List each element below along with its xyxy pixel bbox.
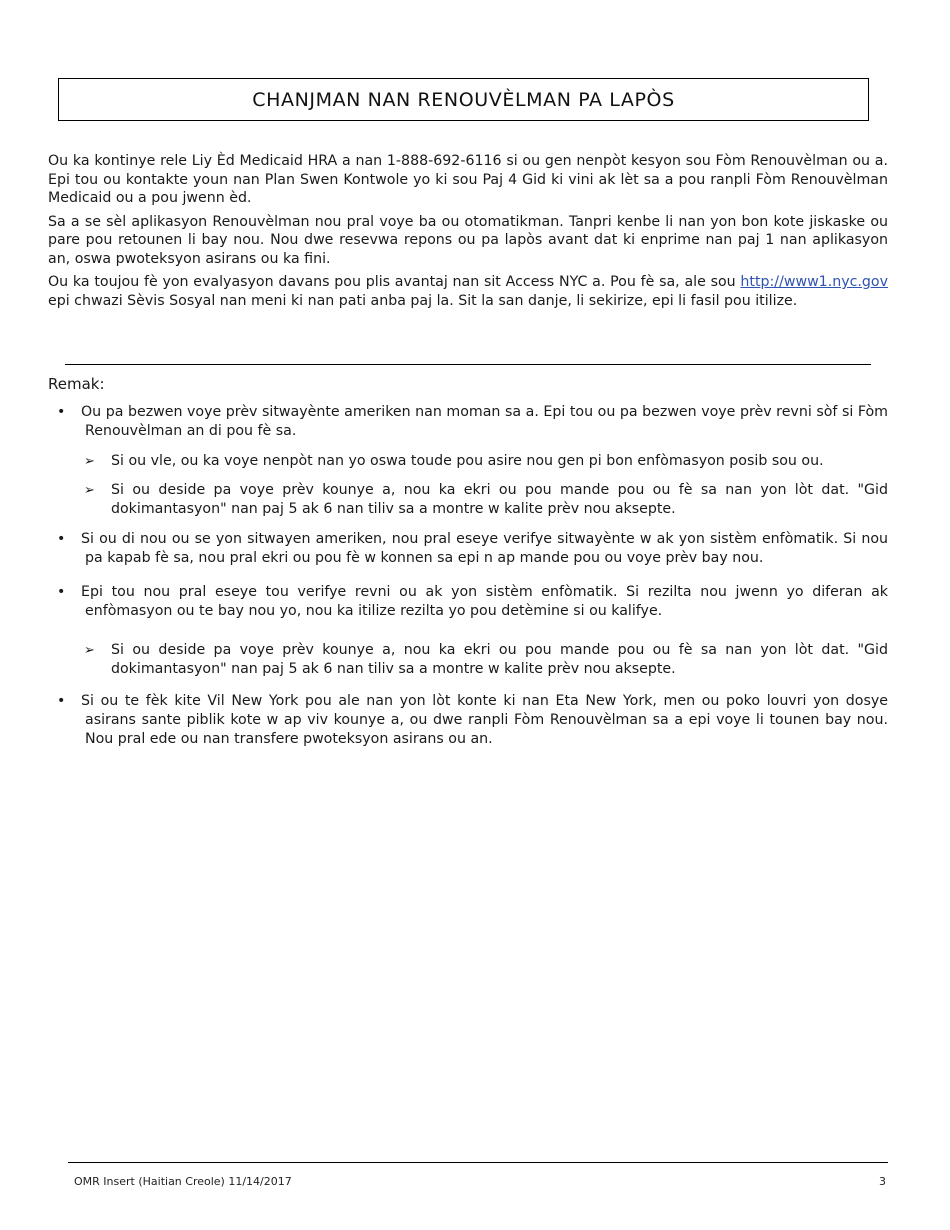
footer-divider — [68, 1162, 888, 1163]
arrow-bullet-icon: ➢ — [84, 483, 95, 498]
remark-item — [48, 530, 888, 568]
remarks-list — [48, 403, 888, 749]
bullet-icon: • — [57, 693, 66, 709]
arrow-bullet-icon: ➢ — [84, 454, 95, 469]
remark-subtext: Si ou deside pa voye prèv kounye a, nou ka ekri ou pou mande pou ou fè sa nan yon lòt dat. "Gid dokimantasyon" nan paj 5 ak 6 nan tiliv sa a montre w kalite prèv nou aksepte. — [111, 642, 888, 677]
remark-subitem — [48, 641, 888, 679]
nyc-gov-link[interactable]: http://www1.nyc.gov — [740, 274, 888, 290]
intro-paragraph-helpline: Ou ka kontinye rele Liy Èd Medicaid HRA a nan 1-888-692-6116 si ou gen nenpòt kesyon sou Fòm Renouvèlman ou a. Epi tou ou kontakte youn nan Plan Swen Kontwole yo ki sou Paj 4 Gid ki vini ak lèt sa a pou ranpli Fòm Renouvèlman Medicaid ou a pou jwenn èd. — [48, 153, 888, 206]
access-nyc-text-after: epi chwazi Sèvis Sosyal nan meni ki nan pati anba paj la. Sit la san danje, li sekirize, epi li fasil pou itilize. — [48, 292, 798, 309]
remark-item — [48, 583, 888, 621]
bullet-icon: • — [57, 531, 66, 547]
remark-text: Si ou di nou ou se yon sitwayen ameriken, nou pral eseye verifye sitwayènte w ak yon sistèm enfòmatik. Si nou pa kapab fè sa, nou pral ekri ou pou fè w konnen sa epi n ap mande pou ou voye prèv bay nou. — [81, 531, 888, 566]
remark-item — [48, 403, 888, 441]
remark-subitem — [48, 452, 888, 471]
remark-text: Ou pa bezwen voye prèv sitwayènte ameriken nan moman sa a. Epi tou ou pa bezwen voye prèv revni sòf si Fòm Renouvèlman an di pou fè sa. — [81, 404, 888, 439]
remark-text: Si ou te fèk kite Vil New York pou ale nan yon lòt konte ki nan Eta New York, men ou poko louvri yon dosye asirans sante piblik kote w ap viv kounye a, ou dwe ranpli Fòm Renouvèlman sa a epi voye li tounen bay nou. Nou pral ede ou nan transfere pwoteksyon asirans ou an. — [81, 693, 888, 747]
remark-text: Epi tou nou pral eseye tou verifye revni ou ak yon sistèm enfòmatik. Si rezilta nou jwenn yo diferan ak enfòmasyon ou te bay nou yo, nou ka itilize rezilta yo pou detèmine si ou kalifye. — [81, 584, 888, 619]
remark-subtext: Si ou deside pa voye prèv kounye a, nou ka ekri ou pou mande pou ou fè sa nan yon lòt dat. "Gid dokimantasyon" nan paj 5 ak 6 nan tiliv sa a montre w kalite prèv nou aksepte. — [111, 482, 888, 517]
bullet-icon: • — [57, 404, 66, 420]
remark-subitem — [48, 481, 888, 519]
section-divider — [65, 364, 871, 365]
page-number: 3 — [879, 1175, 886, 1188]
arrow-bullet-icon: ➢ — [84, 643, 95, 658]
page-title: CHANJMAN NAN RENOUVÈLMAN PA LAPÒS — [58, 78, 869, 121]
remark-item — [48, 692, 888, 749]
footer-document-id: OMR Insert (Haitian Creole) 11/14/2017 — [74, 1175, 292, 1188]
intro-section — [48, 152, 888, 315]
remark-subtext: Si ou vle, ou ka voye nenpòt nan yo oswa toude pou asire nou gen pi bon enfòmasyon posib sou ou. — [111, 453, 824, 469]
bullet-icon: • — [57, 584, 66, 600]
intro-paragraph-renewal: Sa a se sèl aplikasyon Renouvèlman nou pral voye ba ou otomatikman. Tanpri kenbe li nan yon bon kote jiskaske ou pare pou retounen li bay nou. Nou dwe resevwa repons ou pa lapòs avant dat ki enprime nan paj 1 nan aplikasyon an, oswa pwoteksyon asirans ou ka fini. — [48, 213, 888, 267]
access-nyc-text-before: Ou ka toujou fè yon evalyasyon davans pou plis avantaj nan sit Access NYC a. Pou fè sa, ale sou — [48, 274, 741, 290]
intro-paragraph-access-nyc — [48, 273, 888, 310]
remarks-heading: Remak: — [48, 375, 105, 393]
